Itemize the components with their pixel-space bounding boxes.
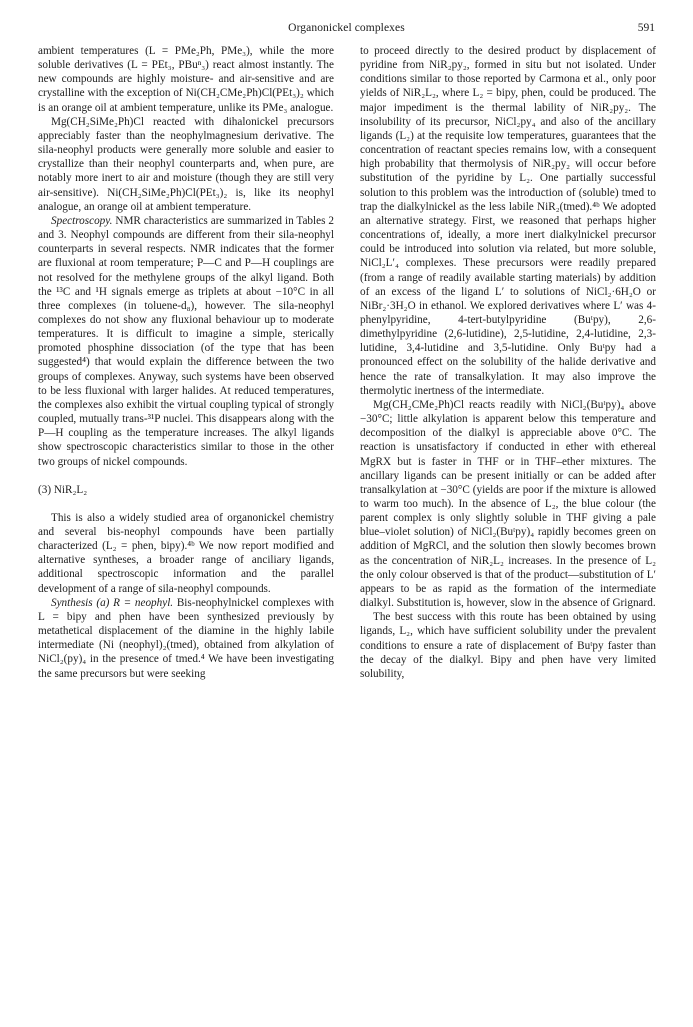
paragraph-pyridine-displacement: to proceed directly to the desired product by displacement of pyridine from NiR₂py₂, formed in situ but not isolated. Under conditions similar to those reported by Carmona et al., only poor yields of NiR₂L₂, where L₂ = bipy, phen, could be produced. The major impediment is the thermal lability of NiR₂py₂. The insolubility of its precursor, NiCl₂py₄ and also of the ancillary ligands (L₂) at the requisite low temperatures, guarantees that the concentration of reactant species remains low, with a consequent high probability that thermolysis of NiR₂py₂ will occur before substitution of the pyridine by L₂. One partially successful solution to this problem was the introduction of (soluble) tmed to trap the dialkylnickel as the less labile NiR₂(tmed).⁴ᵇ We adopted an alternative strategy. First, we reasoned that perhaps higher concentrations of, ideally, a more inert dialkylnickel precursor could be introduced into solution via related, but more soluble, NiCl₂L′₄ complexes. These precursors were readily prepared (from a range of readily available starting materials) by addition of an excess of the ligand L′ to solutions of NiCl₂·6H₂O or NiBr₂·3H₂O in ethanol. We explored derivatives where L′ was 4-phenylpyridine, 4-tert-butylpyridine (Buᵗpy), 2,6-dimethylpyridine (2,6-lutidine), 2,5-lutidine, 2,4-lutidine, 2,3-lutidine, 3,4-lutidine and 3,5-lutidine. Only Buᵗpy had a pronounced effect on the solubility of the halide derivative and hence the rate of transalkylation. It may also improve the thermolytic inertness of the intermediate. [360, 45, 656, 397]
spectroscopy-run-in-heading: Spectroscopy. [51, 214, 113, 227]
paragraph-best-success: The best success with this route has been obtained by using ligands, L₂, which have sufficient solubility under the prevalent conditions to ensure a rate of displacement of Buᵗpy faster than the decay of the dialkyl. Bipy and phen have very limited solubility, [360, 611, 656, 680]
paragraph-grignard-reaction: Mg(CH₂CMe₂Ph)Cl reacts readily with NiCl₂(Buᵗpy)₄ above −30°C; little alkylation is apparent below this temperature and decomposition of the dialkyl is appreciable above 0°C. The reaction is unsatisfactory if conducted in ether with ethereal MgRX but is faster in THF or in THF–ether mixtures. The ancillary ligands can be present initially or can be added after transalkylation at −30°C (yields are poor if the mixture is allowed to warm too much). In the absence of L₂, the blue colour (the parent complex is only slightly soluble in THF giving a pale blue–violet solution) of NiCl₂(Buᵗpy)₄ rapidly becomes green on addition of MgRCl, and the solution then slowly becomes brown as the concentration of NiR₂L₂ increases. In the presence of L₂ the only colour observed is that of the product—substitution of L′ appears to be as rapid as the formation of the intermediate dialkyl. Substitution is, however, slow in the absence of Grignard. [360, 398, 656, 610]
paragraph-spectroscopy [38, 214, 334, 469]
page-number: 591 [637, 22, 655, 34]
paragraph-ambient-temperatures: ambient temperatures (L = PMe₂Ph, PMe₃), while the more soluble derivatives (L = PEt₃, PBuⁿ₃) react almost instantly. The new compounds are highly moisture- and air-sensitive and are crystalline with the exception of Ni(CH₂CMe₂Ph)Cl(PEt₃)₂ which is an orange oil at ambient temperature, unlike its PMe₃ analogue. [38, 45, 334, 114]
synthesis-text: Bis-neophylnickel complexes with L = bipy and phen have been synthesized previously by metathetical displacement of the diamine in the highly labile intermediate (Ni (neophyl)₂(tmed), obtained from alkylation of NiCl₂(py)₄ in the presence of tmed.⁴ We have been investigating the same precursors but were seeking [38, 596, 334, 680]
page-header [38, 22, 655, 36]
paragraph-bis-neophyl-intro: This is also a widely studied area of organonickel chemistry and several bis-neophyl compounds have been partially characterized (L₂ = phen, bipy).⁴ᵇ We now report modified and alternative syntheses, a broader range of anciliary ligands, additional spectroscopic information and the parallel development of a range of sila-neophyl compounds. [38, 511, 334, 595]
paragraph-synthesis [38, 596, 334, 681]
spectroscopy-text: NMR characteristics are summarized in Tables 2 and 3. Neophyl compounds are different from their sila-neophyl counterparts in several respects. NMR indicates that the former are fluxional at room temperature; P—C and P—H couplings are not resolved for the methylene groups of the alkyl ligand. Both the ¹³C and ¹H signals emerge as triplets at about −10°C in all three complexes (in toluene-d₈), however. The sila-neophyl complexes do not show any fluxional behaviour up to moderate temperatures. It is difficult to imagine a simple, sterically promoted phosphine dissociation (of the type that has been suggested⁴) that would explain the difference between the two groups of complexes. Anyway, such systems have been observed to be less fluxional with larger halides. At reduced temperatures, the complexes also exhibit the virtual coupling typical of strongly coupled, mutually trans-³¹P nuclei. This disappears along with the P—H coupling as the temperature increases. The alkyl ligands show spectroscopic characteristics similar to those in the other two groups of nickel compounds. [38, 214, 334, 468]
paragraph-sila-neophyl-reaction: Mg(CH₂SiMe₂Ph)Cl reacted with dihalonickel precursors appreciably faster than the neophylmagnesium derivative. The sila-neophyl products were generally more soluble and easier to crystallize than their neophyl counterparts and, when pure, are notably more inert to air and moisture (though they are still very air-sensitive). Ni(CH₂SiMe₂Ph)Cl(PEt₃)₂ is, like its neophyl analogue, an orange oil at ambient temperature. [38, 115, 334, 213]
left-column [38, 44, 334, 681]
right-column [360, 44, 656, 681]
synthesis-run-in-heading: Synthesis (a) R = neophyl. [51, 596, 174, 609]
running-title: Organonickel complexes [288, 22, 405, 34]
section-spacer [38, 469, 334, 483]
section-spacer [38, 497, 334, 511]
section-heading-nir2l2: (3) NiR₂L₂ [38, 483, 88, 496]
